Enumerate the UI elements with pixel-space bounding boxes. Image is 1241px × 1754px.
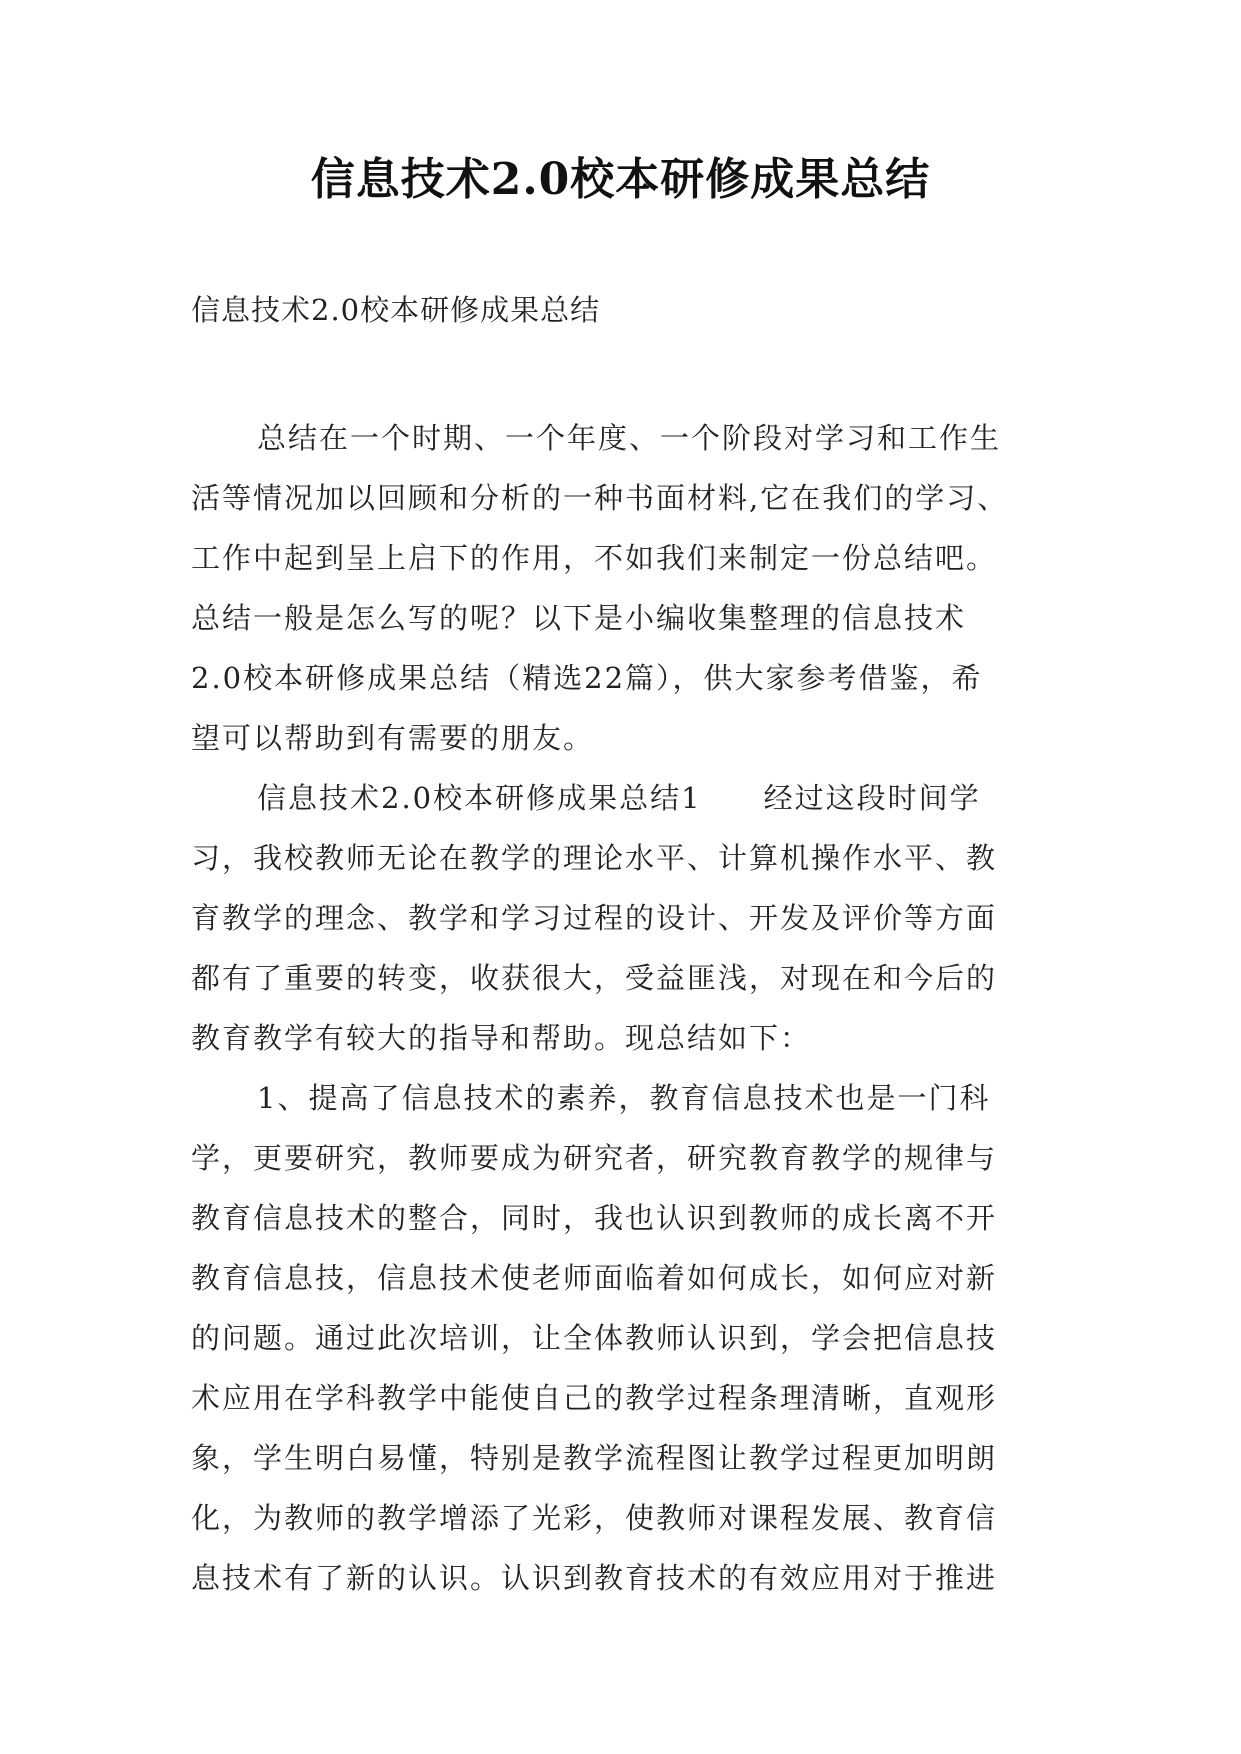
document-subtitle: 信息技术2.0校本研修成果总结 [191,293,601,327]
document-title: 信息技术2.0校本研修成果总结 [310,154,931,205]
body-text-line: 教育信息技，信息技术使老师面临着如何成长，如何应对新 [191,1261,998,1295]
body-text-line: 的问题。通过此次培训，让全体教师认识到，学会把信息技 [191,1321,998,1355]
body-text-line: 教育信息技术的整合，同时，我也认识到教师的成长离不开 [191,1201,998,1235]
body-text-line: 象，学生明白易懂，特别是教学流程图让教学过程更加明朗 [191,1441,998,1475]
body-text-line: 教育教学有较大的指导和帮助。现总结如下： [191,1021,812,1055]
body-text-line: 信息技术2.0校本研修成果总结1 经过这段时间学 [257,781,981,815]
body-text-line: 工作中起到呈上启下的作用，不如我们来制定一份总结吧。 [191,541,998,575]
document-body [191,408,1071,1608]
body-text-line: 望可以帮助到有需要的朋友。 [191,721,595,755]
body-text-line: 习，我校教师无论在教学的理论水平、计算机操作水平、教 [191,841,998,875]
body-text-line: 总结一般是怎么写的呢？以下是小编收集整理的信息技术 [191,601,967,635]
body-text-line: 1、提高了信息技术的素养，教育信息技术也是一门科 [257,1081,991,1115]
body-text-line: 化，为教师的教学增添了光彩，使教师对课程发展、教育信 [191,1501,998,1535]
body-text-line: 学，更要研究，教师要成为研究者，研究教育教学的规律与 [191,1141,998,1175]
body-text-line: 都有了重要的转变，收获很大，受益匪浅，对现在和今后的 [191,961,998,995]
body-text-line: 育教学的理念、教学和学习过程的设计、开发及评价等方面 [191,901,998,935]
body-text-line: 息技术有了新的认识。认识到教育技术的有效应用对于推进 [191,1561,998,1595]
body-text-line: 2.0校本研修成果总结（精选22篇），供大家参考借鉴，希 [191,661,983,695]
body-text-line: 总结在一个时期、一个年度、一个阶段对学习和工作生 [257,421,1002,455]
body-text-line: 术应用在学科教学中能使自己的教学过程条理清晰，直观形 [191,1381,998,1415]
body-text-line: 活等情况加以回顾和分析的一种书面材料,它在我们的学习、 [191,481,1009,515]
